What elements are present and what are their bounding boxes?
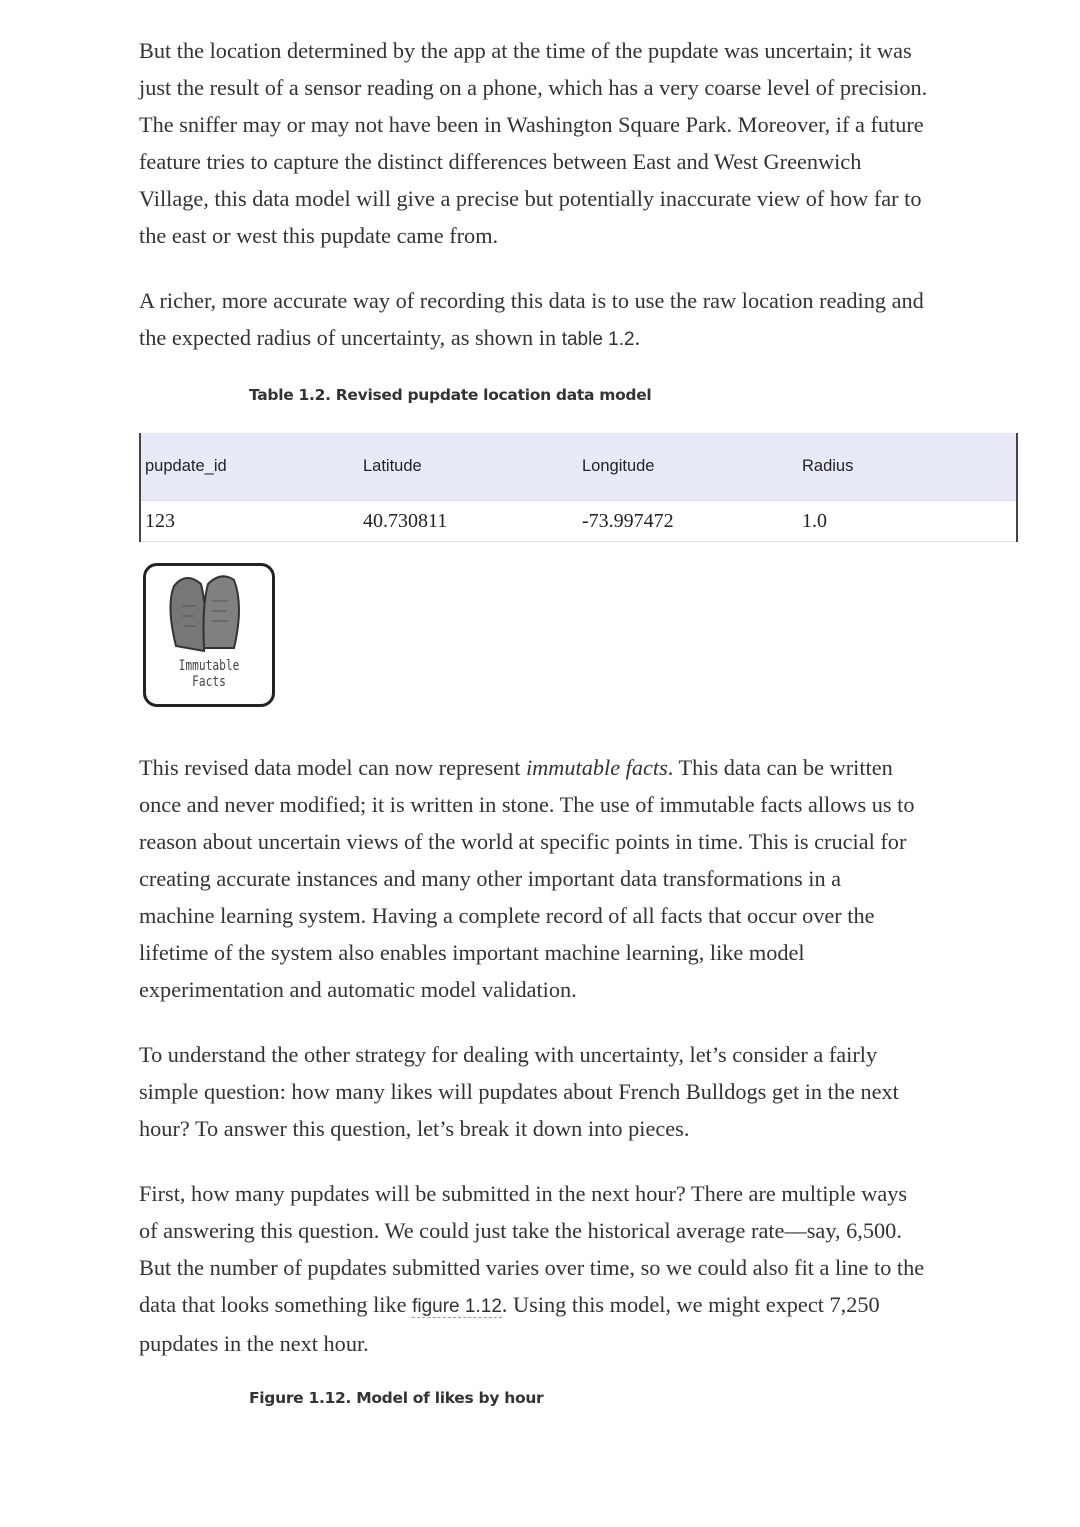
figure-caption: Figure 1.12. Model of likes by hour (249, 1389, 544, 1407)
paragraph-immutable-facts (139, 749, 1039, 1008)
text-segment: data that looks something like (139, 1292, 413, 1317)
column-header: Longitude (578, 433, 798, 501)
text-line: pupdates in the next hour. (139, 1331, 369, 1356)
text-line: once and never modified; it is written in stone. The use of immutable facts allows us to (139, 792, 915, 817)
paragraph-uncertainty-strategy (139, 1036, 1039, 1147)
text-segment: the expected radius of uncertainty, as shown in (139, 325, 562, 350)
table-cell: 123 (140, 501, 359, 542)
emphasis-term: immutable facts (525, 755, 668, 780)
text-line: lifetime of the system also enables important machine learning, like model (139, 940, 805, 965)
table-cell: -73.997472 (578, 501, 798, 542)
column-header: pupdate_id (140, 433, 359, 501)
text-line: But the number of pupdates submitted varies over time, so we could also fit a line to the (139, 1255, 925, 1280)
text-line: But the location determined by the app at the time of the pupdate was uncertain; it was (139, 38, 912, 63)
text-line: just the result of a sensor reading on a phone, which has a very coarse level of precision. (139, 75, 928, 100)
text-line (139, 749, 1039, 786)
text-line: reason about uncertain views of the world at specific points in time. This is crucial for (139, 829, 907, 854)
table-header-row (140, 433, 1017, 501)
location-data-table (139, 433, 1018, 542)
stone-tablets-icon (146, 566, 272, 656)
text-line: of answering this question. We could just take the historical average rate—say, 6,500. (139, 1218, 902, 1243)
text-line: the east or west this pupdate came from. (139, 223, 499, 248)
text-line (139, 319, 1039, 358)
text-segment: . Using this model, we might expect 7,250 (501, 1292, 880, 1317)
text-line: The sniffer may or may not have been in Washington Square Park. Moreover, if a future (139, 112, 924, 137)
table-reference-link[interactable]: table 1.2 (561, 329, 635, 350)
text-line: First, how many pupdates will be submitted in the next hour? There are multiple ways (139, 1181, 908, 1206)
text-line: To understand the other strategy for dealing with uncertainty, let’s consider a fairly (139, 1042, 878, 1067)
text-segment: . (634, 325, 641, 350)
immutable-facts-badge (143, 563, 275, 707)
text-line: machine learning system. Having a complete record of all facts that occur over the (139, 903, 875, 928)
paragraph-location-uncertainty (139, 32, 1039, 254)
paragraph-pupdate-rate (139, 1175, 1039, 1362)
badge-label: Immutable Facts (178, 658, 240, 690)
text-line: simple question: how many likes will pupdates about French Bulldogs get in the next (139, 1079, 899, 1104)
text-line: Village, this data model will give a precise but potentially inaccurate view of how far to (139, 186, 922, 211)
paragraph-richer-model (139, 282, 1039, 358)
text-line: creating accurate instances and many other important data transformations in a (139, 866, 842, 891)
table-cell: 1.0 (798, 501, 1017, 542)
text-line: hour? To answer this question, let’s break it down into pieces. (139, 1116, 690, 1141)
text-line: experimentation and automatic model validation. (139, 977, 577, 1002)
figure-reference-link[interactable]: figure 1.12 (412, 1296, 502, 1317)
table-cell: 40.730811 (359, 501, 578, 542)
text-line: feature tries to capture the distinct differences between East and West Greenwich (139, 149, 862, 174)
column-header: Radius (798, 433, 1017, 501)
text-segment: This revised data model can now represent (139, 755, 526, 780)
text-segment: . This data can be written (667, 755, 893, 780)
column-header: Latitude (359, 433, 578, 501)
table-caption: Table 1.2. Revised pupdate location data model (249, 386, 652, 404)
text-line (139, 1286, 1039, 1325)
text-line: A richer, more accurate way of recording this data is to use the raw location reading and (139, 288, 924, 313)
table-row (140, 501, 1017, 542)
